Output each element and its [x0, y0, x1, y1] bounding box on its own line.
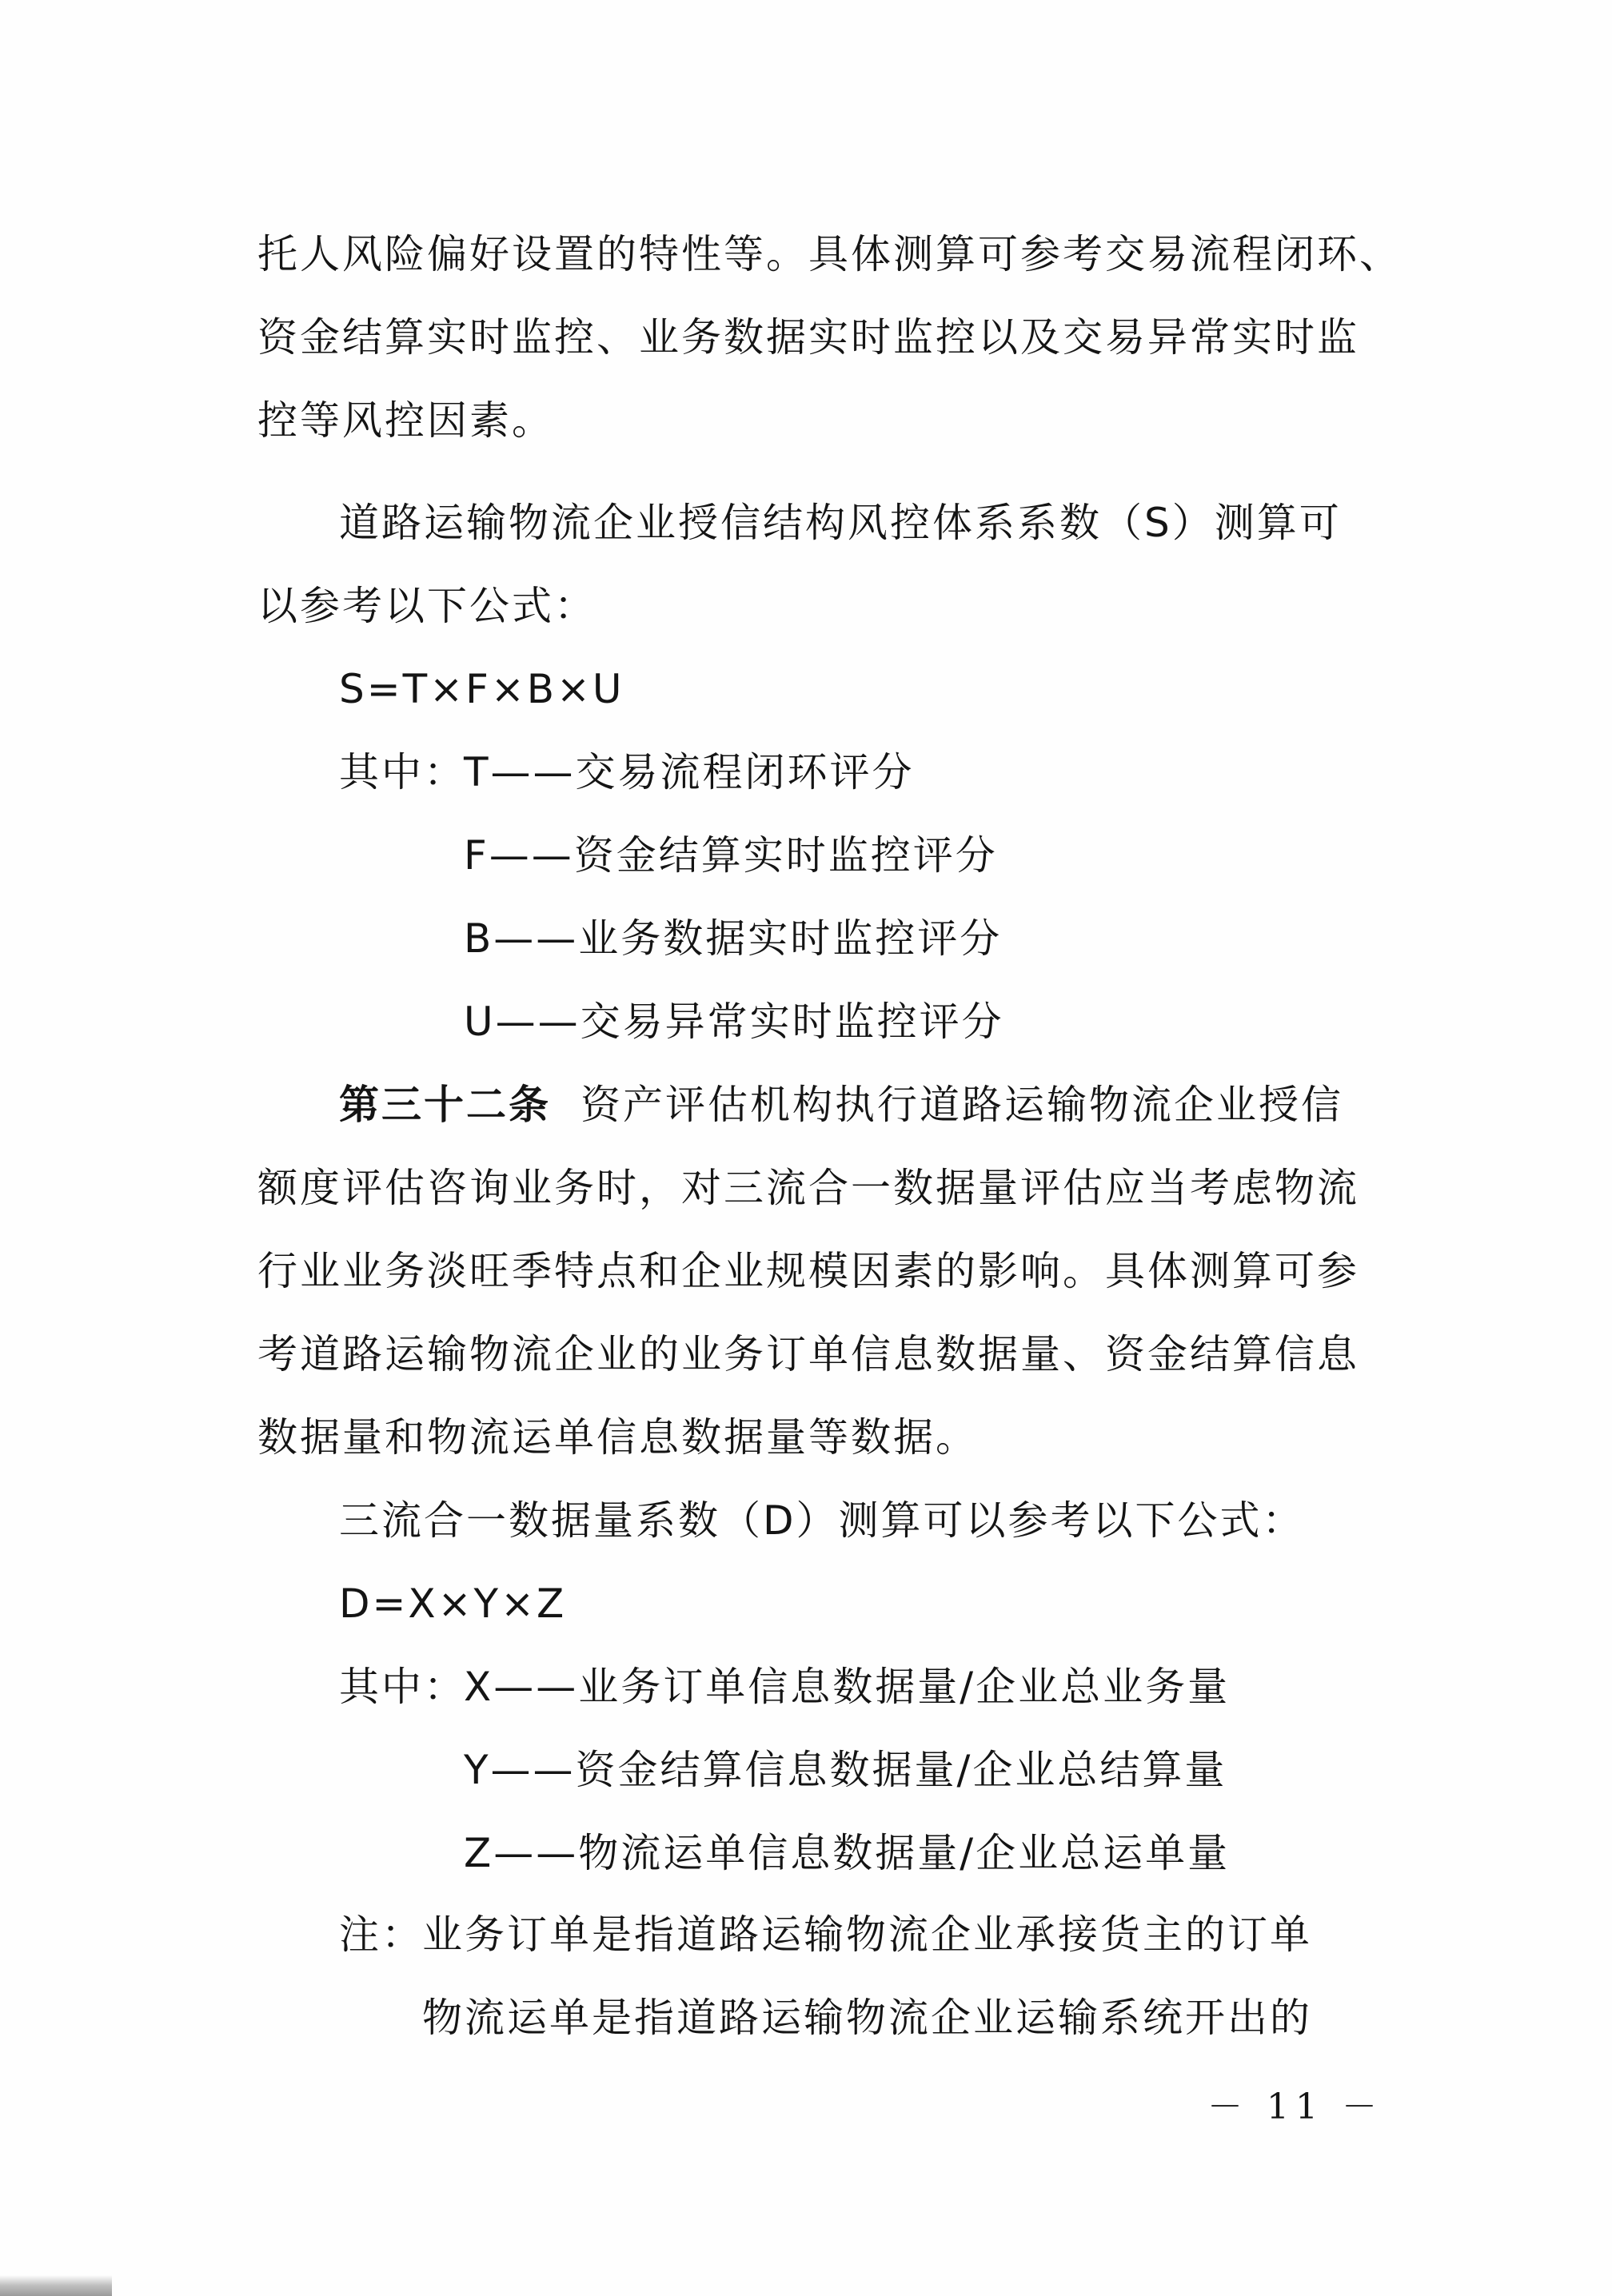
page-number: － 11 － — [1207, 2087, 1383, 2127]
definitions-s-prefix: 其中： — [339, 749, 466, 795]
definition-t: T——交易流程闭环评分 — [464, 749, 915, 795]
article-32-line-4: 考道路运输物流企业的业务订单信息数据量、资金结算信息 — [257, 1331, 1359, 1377]
scan-shadow — [0, 2275, 112, 2296]
article-32-line-2: 额度评估咨询业务时，对三流合一数据量评估应当考虑物流 — [257, 1165, 1359, 1211]
note-prefix: 注： — [339, 1911, 424, 1958]
para3: 三流合一数据量系数（D）测算可以参考以下公式： — [339, 1497, 1305, 1544]
definition-z: Z——物流运单信息数据量/企业总运单量 — [464, 1830, 1231, 1876]
formula-d: D=X×Y×Z — [339, 1580, 567, 1627]
article-32-line-5: 数据量和物流运单信息数据量等数据。 — [257, 1414, 978, 1461]
note-line-1: 业务订单是指道路运输物流企业承接货主的订单 — [422, 1911, 1312, 1958]
definition-y: Y——资金结算信息数据量/企业总结算量 — [464, 1747, 1227, 1793]
definition-b: B——业务数据实时监控评分 — [464, 915, 1003, 962]
para1-line-1: 托人风险偏好设置的特性等。具体测算可参考交易流程闭环、 — [257, 231, 1402, 277]
definitions-d-prefix: 其中： — [339, 1664, 466, 1710]
definition-x: X——业务订单信息数据量/企业总业务量 — [464, 1664, 1231, 1710]
definition-u: U——交易异常实时监控评分 — [464, 999, 1004, 1045]
article-32-line-3: 行业业务淡旺季特点和企业规模因素的影响。具体测算可参 — [257, 1248, 1359, 1294]
definition-f: F——资金结算实时监控评分 — [464, 832, 998, 879]
article-32-heading: 第三十二条 — [339, 1082, 551, 1128]
note-line-2: 物流运单是指道路运输物流企业运输系统开出的 — [422, 1995, 1312, 2041]
article-32-line-1: 资产评估机构执行道路运输物流企业授信 — [581, 1082, 1343, 1128]
para2-line-1: 道路运输物流企业授信结构风控体系系数（S）测算可 — [339, 500, 1342, 546]
formula-s: S=T×F×B×U — [339, 666, 624, 712]
para2-line-2: 以参考以下公式： — [257, 583, 597, 629]
para1-line-3: 控等风控因素。 — [257, 397, 554, 444]
para1-line-2: 资金结算实时监控、业务数据实时监控以及交易异常实时监 — [257, 314, 1359, 361]
